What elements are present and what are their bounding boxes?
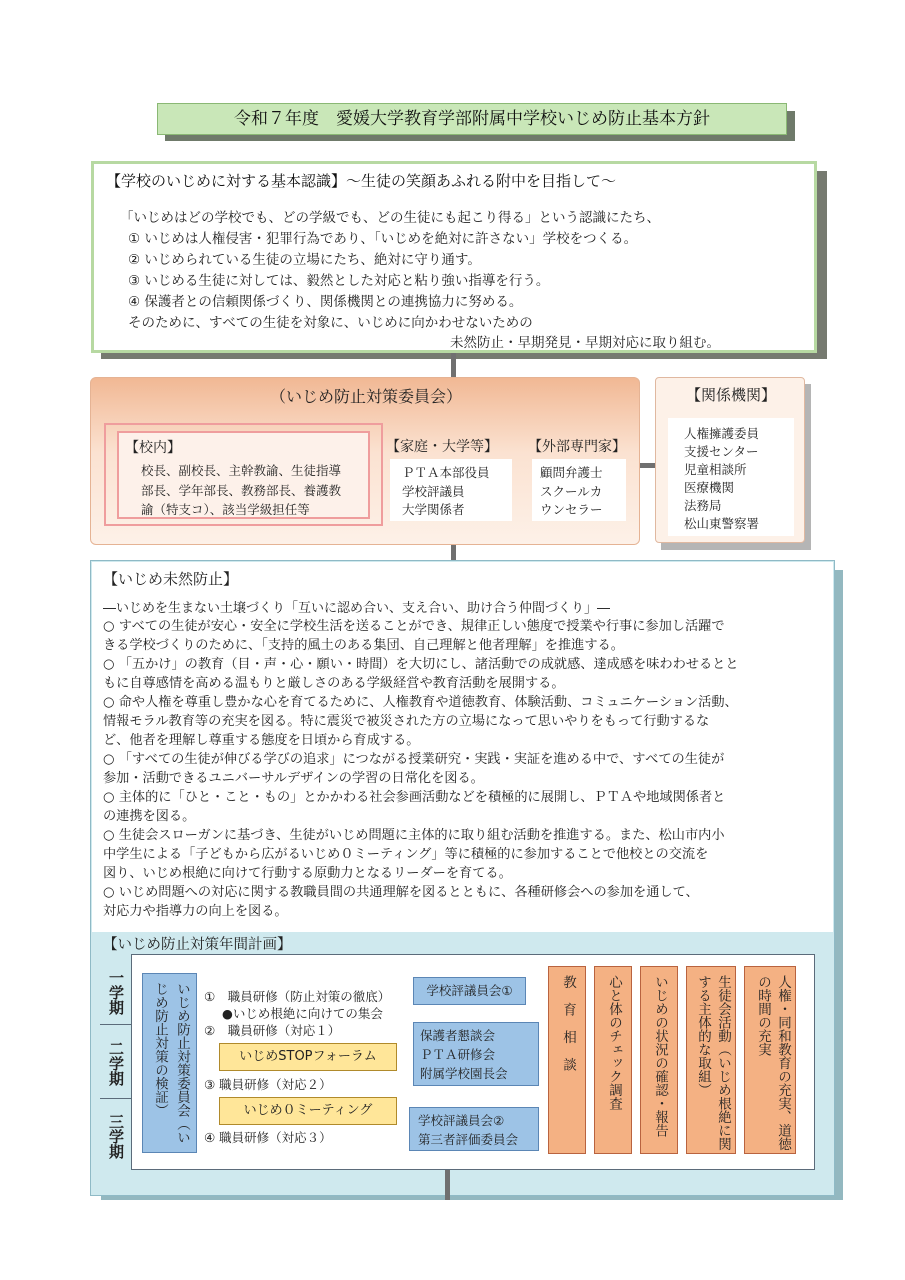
connector-line (640, 463, 656, 468)
health-check-column (594, 966, 632, 1154)
basic-recognition-heading: 【学校のいじめに対する基本認識】～生徒の笑顔あふれる附中を目指して～ (106, 172, 617, 190)
counseling-text: 教育相談 (560, 975, 576, 1085)
school-member-line: 諭（特支コ）、該当学級担任等 (141, 502, 310, 517)
health-check-text: 心と体のチェック調査 (606, 975, 622, 1110)
training-item: ④ 職員研修（対応３） (204, 1130, 332, 1145)
student-council-text: 生徒会活動（いじめ根絶に関する主体的な取組） (695, 975, 731, 1151)
student-council-column (686, 966, 736, 1154)
related-org-item: 支援センター (684, 444, 759, 459)
human-rights-text: 人権・同和教育の充実、道徳の時間の充実 (755, 975, 791, 1151)
prevention-subtitle: ―いじめを生まない土壌づくり「互いに認め合い、支え合い、助け合う仲間づくり」― (103, 601, 611, 616)
prevention-line: ど、他者を理解し尊重する態度を日頃から育成する。 (103, 733, 420, 748)
prevention-line: ○ 命や人権を尊重し豊かな心を育てるために、人権教育や道徳教育、体験活動、コミュニケーション活動、 (103, 695, 738, 710)
connector-line (445, 1170, 450, 1200)
prevention-line: 図り、いじめ根絶に向けて行動する原動力となるリーダーを育てる。 (103, 866, 512, 881)
related-org-item: 松山東警察署 (684, 516, 760, 531)
related-org-item: 人権擁護委員 (684, 426, 760, 441)
term-third: 三学期 (107, 1113, 125, 1159)
basic-line: ③ いじめる生徒に対しては、毅然とした対応と粘り強い指導を行う。 (128, 273, 550, 289)
committee-verification-text: いじめ防止対策委員会（いじめ防止対策の検証） (152, 982, 190, 1144)
related-org-item: 医療機関 (684, 480, 735, 495)
status-report-column (640, 966, 678, 1154)
committee-title: （いじめ防止対策委員会） (269, 387, 462, 406)
basic-line: ② いじめられている生徒の立場にたち、絶対に守り通す。 (128, 252, 481, 268)
experts-heading: 【外部専門家】 (528, 439, 626, 455)
prevention-line: ○ 生徒会スローガンに基づき、生徒がいじめ問題に主体的に取り組む活動を推進する。また、松山市内小 (103, 828, 725, 843)
human-rights-column (744, 966, 796, 1154)
expert-line: ウンセラー (540, 502, 603, 517)
council-second-line: 第三者評価委員会 (418, 1132, 519, 1147)
basic-line: ④ 保護者との信頼関係づくり、関係機関との連携協力に努める。 (128, 294, 523, 310)
parents-meetings-box (413, 1022, 539, 1086)
school-heading: 【校内】 (125, 440, 181, 456)
prevention-line: もに自尊感情を高める温もりと厳しさのある学級経営や教育活動を展開する。 (103, 676, 565, 691)
council-second-line: 学校評議員会② (418, 1113, 505, 1128)
expert-line: 顧問弁護士 (540, 465, 603, 480)
term-divider (100, 1098, 132, 1099)
family-members-panel (390, 459, 512, 521)
prevention-line: きる学校づくりのために、「支持的風土のある集団、自己理解と他者理解」を推進する。 (103, 638, 624, 653)
prevention-line: ○ 主体的に「ひと・こと・もの」とかかわる社会参画活動などを積極的に展開し、ＰＴＡや地域関係者と (103, 790, 726, 805)
basic-line: ① いじめは人権侵害・犯罪行為であり、「いじめを絶対に許さない」学校をつくる。 (128, 231, 638, 247)
prevention-line: ○ いじめ問題への対応に関する教職員間の共通理解を図るとともに、各種研修会への参加を通して、 (103, 885, 699, 900)
related-org-item: 児童相談所 (684, 462, 747, 477)
stop-forum-box: いじめSTOPフォーラム (219, 1043, 397, 1071)
zero-meeting-box: いじめ０ミーティング (219, 1097, 397, 1125)
prevention-line: 情報モラル教育等の充実を図る。特に震災で被災された方の立場になって思いやりをもって行動するな (103, 714, 710, 729)
basic-line: そのために、すべての生徒を対象に、いじめに向かわせないための (128, 315, 533, 331)
family-member-line: ＰＴＡ本部役員 (402, 465, 490, 480)
annual-plan-heading: 【いじめ防止対策年間計画】 (103, 937, 292, 953)
prevention-heading: 【いじめ未然防止】 (103, 570, 239, 588)
experts-members-panel (532, 459, 626, 521)
prevention-line: の連携を図る。 (103, 809, 196, 824)
school-member-line: 部長、学年部長、教務部長、養護教 (141, 483, 342, 498)
term-second: 二学期 (107, 1040, 125, 1086)
committee-verification-box (142, 973, 197, 1153)
family-member-line: 大学関係者 (402, 502, 465, 517)
training-item: ① 職員研修（防止対策の徹底） (204, 989, 391, 1004)
school-members-box (117, 431, 370, 519)
related-orgs-panel (668, 418, 794, 536)
council-second-box (409, 1107, 539, 1151)
prevention-line: ○ 「すべての生徒が伸びる学びの追求」につながる授業研究・実践・実証を進める中で、すべての生徒が (103, 752, 725, 767)
parents-meeting-line: ＰＴＡ研修会 (420, 1047, 496, 1062)
basic-line: 「いじめはどの学校でも、どの学級でも、どの生徒にも起こり得る」という認識にたち、 (120, 210, 660, 226)
council-first-box: 学校評議員会① (413, 977, 526, 1005)
basic-recognition-box (91, 161, 817, 353)
family-member-line: 学校評議員 (402, 484, 465, 499)
prevention-line: ○ すべての生徒が安心・安全に学校生活を送ることができ、規律正しい態度で授業や行事に参加し活躍で (103, 619, 725, 634)
prevention-line: 参加・活動できるユニバーサルデザインの学習の日常化を図る。 (103, 771, 484, 786)
prevention-line: 中学生による「子どもから広がるいじめ０ミーティング」等に積極的に参加することで他校との交流を (103, 847, 709, 862)
family-heading: 【家庭・大学等】 (386, 439, 498, 455)
training-item: ③ 職員研修（対応２） (204, 1077, 332, 1092)
term-divider (100, 1024, 132, 1025)
counseling-column (548, 966, 586, 1154)
page-title: 令和７年度 愛媛大学教育学部附属中学校いじめ防止基本方針 (157, 103, 787, 135)
related-org-item: 法務局 (684, 498, 722, 513)
term-column (100, 954, 132, 1170)
expert-line: スクールカ (540, 484, 603, 499)
training-item: ② 職員研修（対応１） (204, 1023, 341, 1038)
related-orgs-box (655, 377, 805, 543)
basic-line: 未然防止・早期発見・早期対応に取り組む。 (450, 335, 720, 351)
prevention-line: ○ 「五かけ」の教育（目・声・心・願い・時間）を大切にし、諸活動での成就感、達成感を味わわせるとと (103, 657, 739, 672)
school-member-line: 校長、副校長、主幹教諭、生徒指導 (141, 463, 342, 478)
term-first: 一学期 (107, 969, 125, 1015)
parents-meeting-line: 附属学校園長会 (420, 1066, 508, 1081)
prevention-line: 対応力や指導力の向上を図る。 (103, 904, 288, 919)
assembly-item: ●いじめ根絶に向けての集会 (222, 1006, 383, 1021)
related-orgs-title: 【関係機関】 (685, 386, 776, 404)
status-report-text: いじめの状況の確認・報告 (652, 975, 668, 1137)
parents-meeting-line: 保護者懇談会 (420, 1028, 496, 1043)
connector-line (451, 353, 456, 379)
